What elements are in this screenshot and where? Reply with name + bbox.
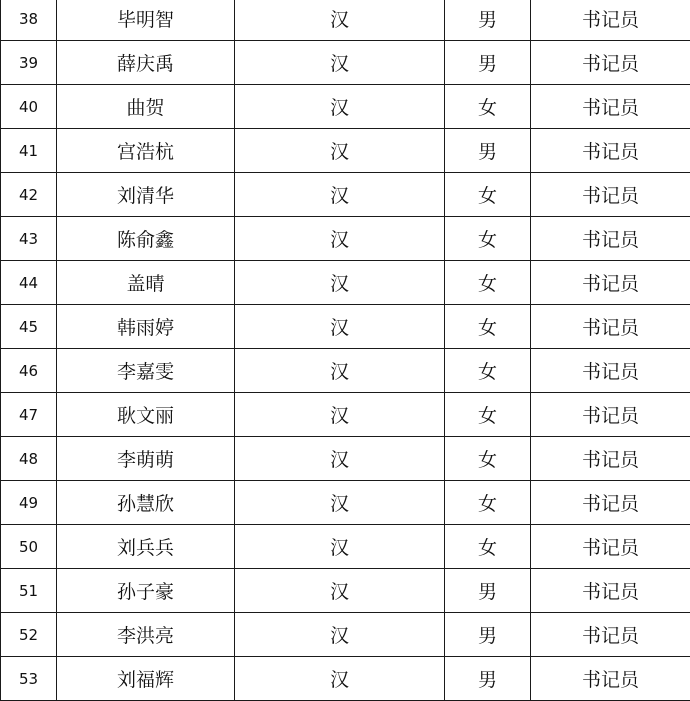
ethnicity-cell: 汉 — [235, 173, 445, 217]
name-cell: 陈俞鑫 — [57, 217, 235, 261]
role-cell: 书记员 — [531, 349, 690, 393]
table-row — [1, 0, 690, 41]
gender-cell: 女 — [445, 437, 531, 481]
gender-cell: 女 — [445, 525, 531, 569]
table-row — [1, 173, 690, 217]
role-cell: 书记员 — [531, 305, 690, 349]
ethnicity-cell: 汉 — [235, 305, 445, 349]
table-row — [1, 481, 690, 525]
row-number-cell: 47 — [1, 393, 57, 437]
name-cell: 宫浩杭 — [57, 129, 235, 173]
row-number-cell: 42 — [1, 173, 57, 217]
table-row — [1, 525, 690, 569]
ethnicity-cell: 汉 — [235, 437, 445, 481]
name-cell: 韩雨婷 — [57, 305, 235, 349]
name-cell: 李萌萌 — [57, 437, 235, 481]
name-cell: 孙慧欣 — [57, 481, 235, 525]
role-cell: 书记员 — [531, 657, 690, 701]
gender-cell: 女 — [445, 481, 531, 525]
role-cell: 书记员 — [531, 525, 690, 569]
ethnicity-cell: 汉 — [235, 569, 445, 613]
table-row — [1, 261, 690, 305]
ethnicity-cell: 汉 — [235, 217, 445, 261]
row-number-cell: 41 — [1, 129, 57, 173]
name-cell: 毕明智 — [57, 0, 235, 41]
gender-cell: 男 — [445, 569, 531, 613]
ethnicity-cell: 汉 — [235, 85, 445, 129]
gender-cell: 男 — [445, 0, 531, 41]
ethnicity-cell: 汉 — [235, 349, 445, 393]
name-cell: 盖晴 — [57, 261, 235, 305]
role-cell: 书记员 — [531, 613, 690, 657]
role-cell: 书记员 — [531, 261, 690, 305]
gender-cell: 男 — [445, 613, 531, 657]
table-row — [1, 217, 690, 261]
ethnicity-cell: 汉 — [235, 41, 445, 85]
name-cell: 李嘉雯 — [57, 349, 235, 393]
table-row — [1, 305, 690, 349]
row-number-cell: 48 — [1, 437, 57, 481]
role-cell: 书记员 — [531, 85, 690, 129]
gender-cell: 女 — [445, 217, 531, 261]
role-cell: 书记员 — [531, 217, 690, 261]
gender-cell: 女 — [445, 173, 531, 217]
gender-cell: 女 — [445, 349, 531, 393]
gender-cell: 男 — [445, 657, 531, 701]
name-cell: 孙子豪 — [57, 569, 235, 613]
gender-cell: 女 — [445, 261, 531, 305]
ethnicity-cell: 汉 — [235, 481, 445, 525]
row-number-cell: 53 — [1, 657, 57, 701]
table-row — [1, 569, 690, 613]
gender-cell: 女 — [445, 393, 531, 437]
name-cell: 曲贺 — [57, 85, 235, 129]
row-number-cell: 45 — [1, 305, 57, 349]
name-cell: 耿文丽 — [57, 393, 235, 437]
ethnicity-cell: 汉 — [235, 525, 445, 569]
name-cell: 薛庆禹 — [57, 41, 235, 85]
role-cell: 书记员 — [531, 129, 690, 173]
row-number-cell: 49 — [1, 481, 57, 525]
table-row — [1, 41, 690, 85]
name-cell: 刘兵兵 — [57, 525, 235, 569]
ethnicity-cell: 汉 — [235, 393, 445, 437]
role-cell: 书记员 — [531, 173, 690, 217]
roster-table-body — [1, 0, 690, 701]
table-row — [1, 129, 690, 173]
name-cell: 刘清华 — [57, 173, 235, 217]
ethnicity-cell: 汉 — [235, 129, 445, 173]
name-cell: 刘福辉 — [57, 657, 235, 701]
table-row — [1, 85, 690, 129]
ethnicity-cell: 汉 — [235, 657, 445, 701]
gender-cell: 男 — [445, 129, 531, 173]
gender-cell: 男 — [445, 41, 531, 85]
role-cell: 书记员 — [531, 0, 690, 41]
row-number-cell: 43 — [1, 217, 57, 261]
row-number-cell: 52 — [1, 613, 57, 657]
name-cell: 李洪亮 — [57, 613, 235, 657]
row-number-cell: 50 — [1, 525, 57, 569]
row-number-cell: 38 — [1, 0, 57, 41]
row-number-cell: 39 — [1, 41, 57, 85]
gender-cell: 女 — [445, 305, 531, 349]
table-row — [1, 657, 690, 701]
row-number-cell: 44 — [1, 261, 57, 305]
gender-cell: 女 — [445, 85, 531, 129]
table-row — [1, 437, 690, 481]
ethnicity-cell: 汉 — [235, 261, 445, 305]
ethnicity-cell: 汉 — [235, 613, 445, 657]
row-number-cell: 40 — [1, 85, 57, 129]
ethnicity-cell: 汉 — [235, 0, 445, 41]
role-cell: 书记员 — [531, 437, 690, 481]
table-row — [1, 613, 690, 657]
role-cell: 书记员 — [531, 41, 690, 85]
role-cell: 书记员 — [531, 481, 690, 525]
table-row — [1, 393, 690, 437]
row-number-cell: 46 — [1, 349, 57, 393]
role-cell: 书记员 — [531, 393, 690, 437]
role-cell: 书记员 — [531, 569, 690, 613]
table-row — [1, 349, 690, 393]
row-number-cell: 51 — [1, 569, 57, 613]
